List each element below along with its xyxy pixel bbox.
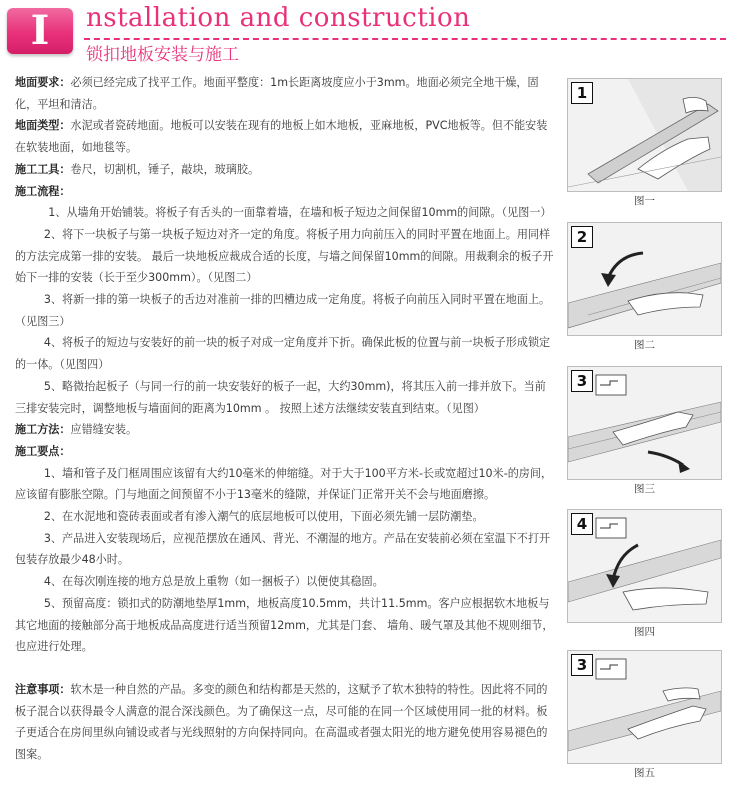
figure-caption: 图一	[634, 195, 655, 207]
text: 卷尺，切割机，锤子，敲块，玻璃胶。	[70, 162, 260, 176]
figure-2	[567, 222, 722, 352]
label: 施工工具：	[15, 162, 71, 176]
label: 施工流程：	[15, 184, 71, 198]
label: 施工要点：	[15, 444, 71, 458]
figure-number: 3	[571, 370, 593, 392]
label: 施工方法：	[15, 423, 71, 437]
label: 地面类型：	[15, 119, 71, 133]
step-3: 3、将新一排的第一块板子的舌边对准前一排的凹槽边成一定角度。将板子向前压入同时平置在地面上。（见图三）	[15, 293, 551, 328]
figure-number: 1	[571, 82, 593, 104]
text: 水泥或者瓷砖地面。地板可以安装在现有的地板上如木地板，亚麻地板，PVC地板等。但不能安装在软装地面，如地毯等。	[15, 119, 548, 155]
title-english: nstallation and construction	[86, 3, 471, 33]
title-chinese: 锁扣地板安装与施工	[86, 45, 239, 65]
step-4: 4、将板子的短边与安装好的前一块的板子对成一定角度并下折。确保此板的位置与前一块板子形成锁定的一体。（见图四）	[15, 336, 551, 372]
key-points-heading	[15, 441, 555, 463]
point-3: 3、产品进入安装现场后，应视范摆放在通风、背光、不潮湿的地方。产品在安装前必须在室温下不打开包装存放最少48小时。	[15, 531, 551, 567]
label: 地面要求：	[15, 76, 71, 89]
text: 必须已经完成了找平工作。地面平整度：1m长距离坡度应小于3mm。地面必须完全地干燥，固化，平坦和清洁。	[15, 76, 539, 111]
step-1: 1、从墙角开始铺装。将板子有舌头的一面靠着墙，在墙和板子短边之间保留10mm的间隙。（见图一）	[48, 206, 552, 220]
step-5: 5、略微抬起板子（与同一行的前一块安装好的板子一起，大约30mm)，将其压入前一排并放下。当前三排安装完时，调整地板与墙面间的距离为10mm 。 按照上述方法继续安装直到结束。（见图）	[15, 379, 546, 415]
section-logo: I	[7, 8, 73, 54]
figure-illustration	[567, 222, 722, 336]
point-5: 5、预留高度：锁扣式的防潮地垫厚1mm，地板高度10.5mm，共计11.5mm。客户应根据软木地板与其它地面的接触部分高于地板成品高度进行适当预留12mm，尤其是门套、 墙角、暖气罩及其他不规则细节，也应进行处理。	[15, 596, 554, 654]
point-1: 1、墙和管子及门框周围应该留有大约10毫米的伸缩缝。对于大于100平方米-长或宽超过10米-的房间，应该留有膨胀空隙。门与地面之间预留不小于13毫米的缝隙，并保证门正常开关不会与地面磨擦。	[15, 466, 553, 502]
figure-illustration	[567, 650, 722, 764]
instructions-body	[15, 72, 555, 766]
method	[15, 419, 555, 441]
figure-4	[567, 509, 722, 639]
figure-number: 3	[571, 654, 593, 676]
point-2: 2、在水泥地和瓷砖表面或者有渗入潮气的底层地板可以使用，下面必须先铺一层防潮垫。	[43, 510, 484, 524]
figure-illustration	[567, 78, 722, 192]
figure-caption: 图三	[634, 483, 655, 495]
page-header	[0, 0, 730, 70]
figure-caption: 图二	[634, 339, 655, 351]
figure-1	[567, 78, 722, 208]
figure-number: 4	[571, 513, 593, 535]
figure-3	[567, 366, 722, 496]
point-4: 4、在每次刚连接的地方总是放上重物（如一捆板子）以便使其稳固。	[43, 575, 384, 589]
figure-caption: 图五	[634, 767, 655, 779]
floor-types	[15, 115, 555, 158]
floor-requirements	[15, 72, 555, 115]
step-2: 2、将下一块板子与第一块板子短边对齐一定的角度。将板子用力向前压入的同时平置在地面上。用同样的方法完成第一排的安装。 最后一块地板应裁成合适的长度，与墙之间保留10mm的间隙。用裁剩余的板子开始下一排的安装（长于至少300mm）。（见图二）	[15, 227, 554, 285]
text: 软木是一种自然的产品。多变的颜色和结构都是天然的，这赋予了软木独特的特性。因此将不同的板子混合以获得最令人满意的混合深浅颜色。为了确保这一点，尽可能的在同一个区域使用同一批的材料。板子更适合在房间里纵向铺设或者与光线照射的方向保持同向。在高温或者强太阳光的地方避免使用容易褪色的图案。	[15, 682, 548, 762]
tools	[15, 159, 555, 181]
notes	[15, 679, 555, 766]
label: 注意事项：	[15, 682, 71, 696]
figure-caption: 图四	[634, 626, 655, 638]
figure-illustration	[567, 509, 722, 623]
process-heading	[15, 181, 555, 203]
figure-number: 2	[571, 226, 593, 248]
text: 应错缝安装。	[70, 423, 138, 437]
figure-illustration	[567, 366, 722, 480]
figure-5	[567, 650, 722, 780]
